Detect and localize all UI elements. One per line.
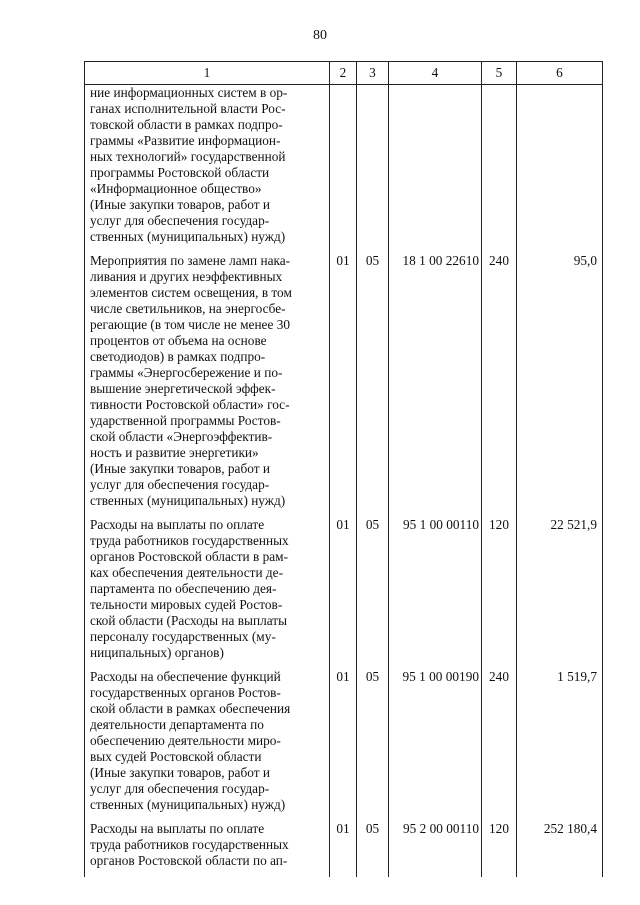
description-line: ганах исполнительной власти Рос-	[90, 101, 286, 116]
section-code: 01	[330, 253, 357, 517]
row-description	[85, 821, 330, 877]
description-line: ской области (Расходы на выплаты	[90, 613, 288, 628]
description-line: органов Ростовской области в рам-	[90, 549, 288, 564]
description-line: «Информационное общество»	[90, 181, 262, 196]
description-line: деятельности департамента по	[90, 717, 264, 732]
section-code: 01	[330, 517, 357, 669]
amount: 252 180,4	[517, 821, 603, 877]
description-line: ливания и других неэффективных	[90, 269, 283, 284]
column-header: 3	[357, 62, 389, 85]
description-line: услуг для обеспечения государ-	[90, 781, 270, 796]
description-line: светодиодов) в рамках подпро-	[90, 349, 266, 364]
column-header: 5	[482, 62, 517, 85]
description-line: труда работников государственных	[90, 533, 289, 548]
column-header: 6	[517, 62, 603, 85]
description-line: тельности мировых судей Ростов-	[90, 597, 283, 612]
description-line: ственных (муниципальных) нужд)	[90, 229, 286, 244]
description-line: элементов систем освещения, в том	[90, 285, 292, 300]
description-line: граммы «Развитие информацион-	[90, 133, 281, 148]
description-line: вышение энергетической эффек-	[90, 381, 276, 396]
description-line: регающие (в том числе не менее 30	[90, 317, 290, 332]
target-article-code	[389, 85, 482, 254]
description-line: ние информационных систем в ор-	[90, 85, 288, 100]
description-line: тивности Ростовской области» гос-	[90, 397, 290, 412]
description-line: услуг для обеспечения государ-	[90, 477, 270, 492]
row-description	[85, 669, 330, 821]
description-line: (Иные закупки товаров, работ и	[90, 765, 270, 780]
description-line: Мероприятия по замене ламп нака-	[90, 253, 291, 268]
description-line: (Иные закупки товаров, работ и	[90, 197, 270, 212]
amount: 95,0	[517, 253, 603, 517]
section-code	[330, 85, 357, 254]
table-header-row	[85, 62, 603, 85]
target-article-code: 95 1 00 00190	[389, 669, 482, 821]
description-line: обеспечению деятельности миро-	[90, 733, 281, 748]
description-line: ность и развитие энергетики»	[90, 445, 259, 460]
description-line: программы Ростовской области	[90, 165, 270, 180]
description-line: ках обеспечения деятельности де-	[90, 565, 283, 580]
description-line: ственных (муниципальных) нужд)	[90, 493, 286, 508]
subsection-code: 05	[357, 253, 389, 517]
row-description	[85, 517, 330, 669]
amount: 22 521,9	[517, 517, 603, 669]
description-line: услуг для обеспечения государ-	[90, 213, 270, 228]
expense-type-code: 240	[482, 253, 517, 517]
amount	[517, 85, 603, 254]
description-line: труда работников государственных	[90, 837, 289, 852]
description-line: органов Ростовской области по ап-	[90, 853, 288, 868]
target-article-code: 18 1 00 22610	[389, 253, 482, 517]
expense-type-code	[482, 85, 517, 254]
description-line: ственных (муниципальных) нужд)	[90, 797, 286, 812]
description-line: государственных органов Ростов-	[90, 685, 281, 700]
expense-type-code: 120	[482, 517, 517, 669]
section-code: 01	[330, 669, 357, 821]
description-line: ных технологий» государственной	[90, 149, 286, 164]
subsection-code: 05	[357, 517, 389, 669]
description-line: персоналу государственных (му-	[90, 629, 276, 644]
table-row	[85, 517, 603, 669]
table-row	[85, 85, 603, 254]
table-row	[85, 669, 603, 821]
column-header: 2	[330, 62, 357, 85]
description-line: граммы «Энергосбережение и по-	[90, 365, 283, 380]
description-line: ской области «Энергоэффектив-	[90, 429, 273, 444]
target-article-code: 95 2 00 00110	[389, 821, 482, 877]
description-line: вых судей Ростовской области	[90, 749, 262, 764]
amount: 1 519,7	[517, 669, 603, 821]
description-line: ударственной программы Ростов-	[90, 413, 281, 428]
description-line: партамента по обеспечению дея-	[90, 581, 277, 596]
section-code: 01	[330, 821, 357, 877]
row-description	[85, 85, 330, 254]
description-line: товской области в рамках подпро-	[90, 117, 283, 132]
description-line: Расходы на обеспечение функций	[90, 669, 281, 684]
expense-type-code: 240	[482, 669, 517, 821]
description-line: процентов от объема на основе	[90, 333, 267, 348]
description-line: числе светильников, на энергосбе-	[90, 301, 286, 316]
budget-table	[84, 61, 603, 877]
description-line: ниципальных) органов)	[90, 645, 224, 660]
description-line: (Иные закупки товаров, работ и	[90, 461, 270, 476]
expense-type-code: 120	[482, 821, 517, 877]
target-article-code: 95 1 00 00110	[389, 517, 482, 669]
column-header: 4	[389, 62, 482, 85]
table-row	[85, 253, 603, 517]
subsection-code: 05	[357, 821, 389, 877]
table-row	[85, 821, 603, 877]
description-line: ской области в рамках обеспечения	[90, 701, 291, 716]
row-description	[85, 253, 330, 517]
page-number: 80	[313, 28, 327, 43]
description-line: Расходы на выплаты по оплате	[90, 517, 265, 532]
subsection-code	[357, 85, 389, 254]
subsection-code: 05	[357, 669, 389, 821]
column-header: 1	[85, 62, 330, 85]
description-line: Расходы на выплаты по оплате	[90, 821, 265, 836]
